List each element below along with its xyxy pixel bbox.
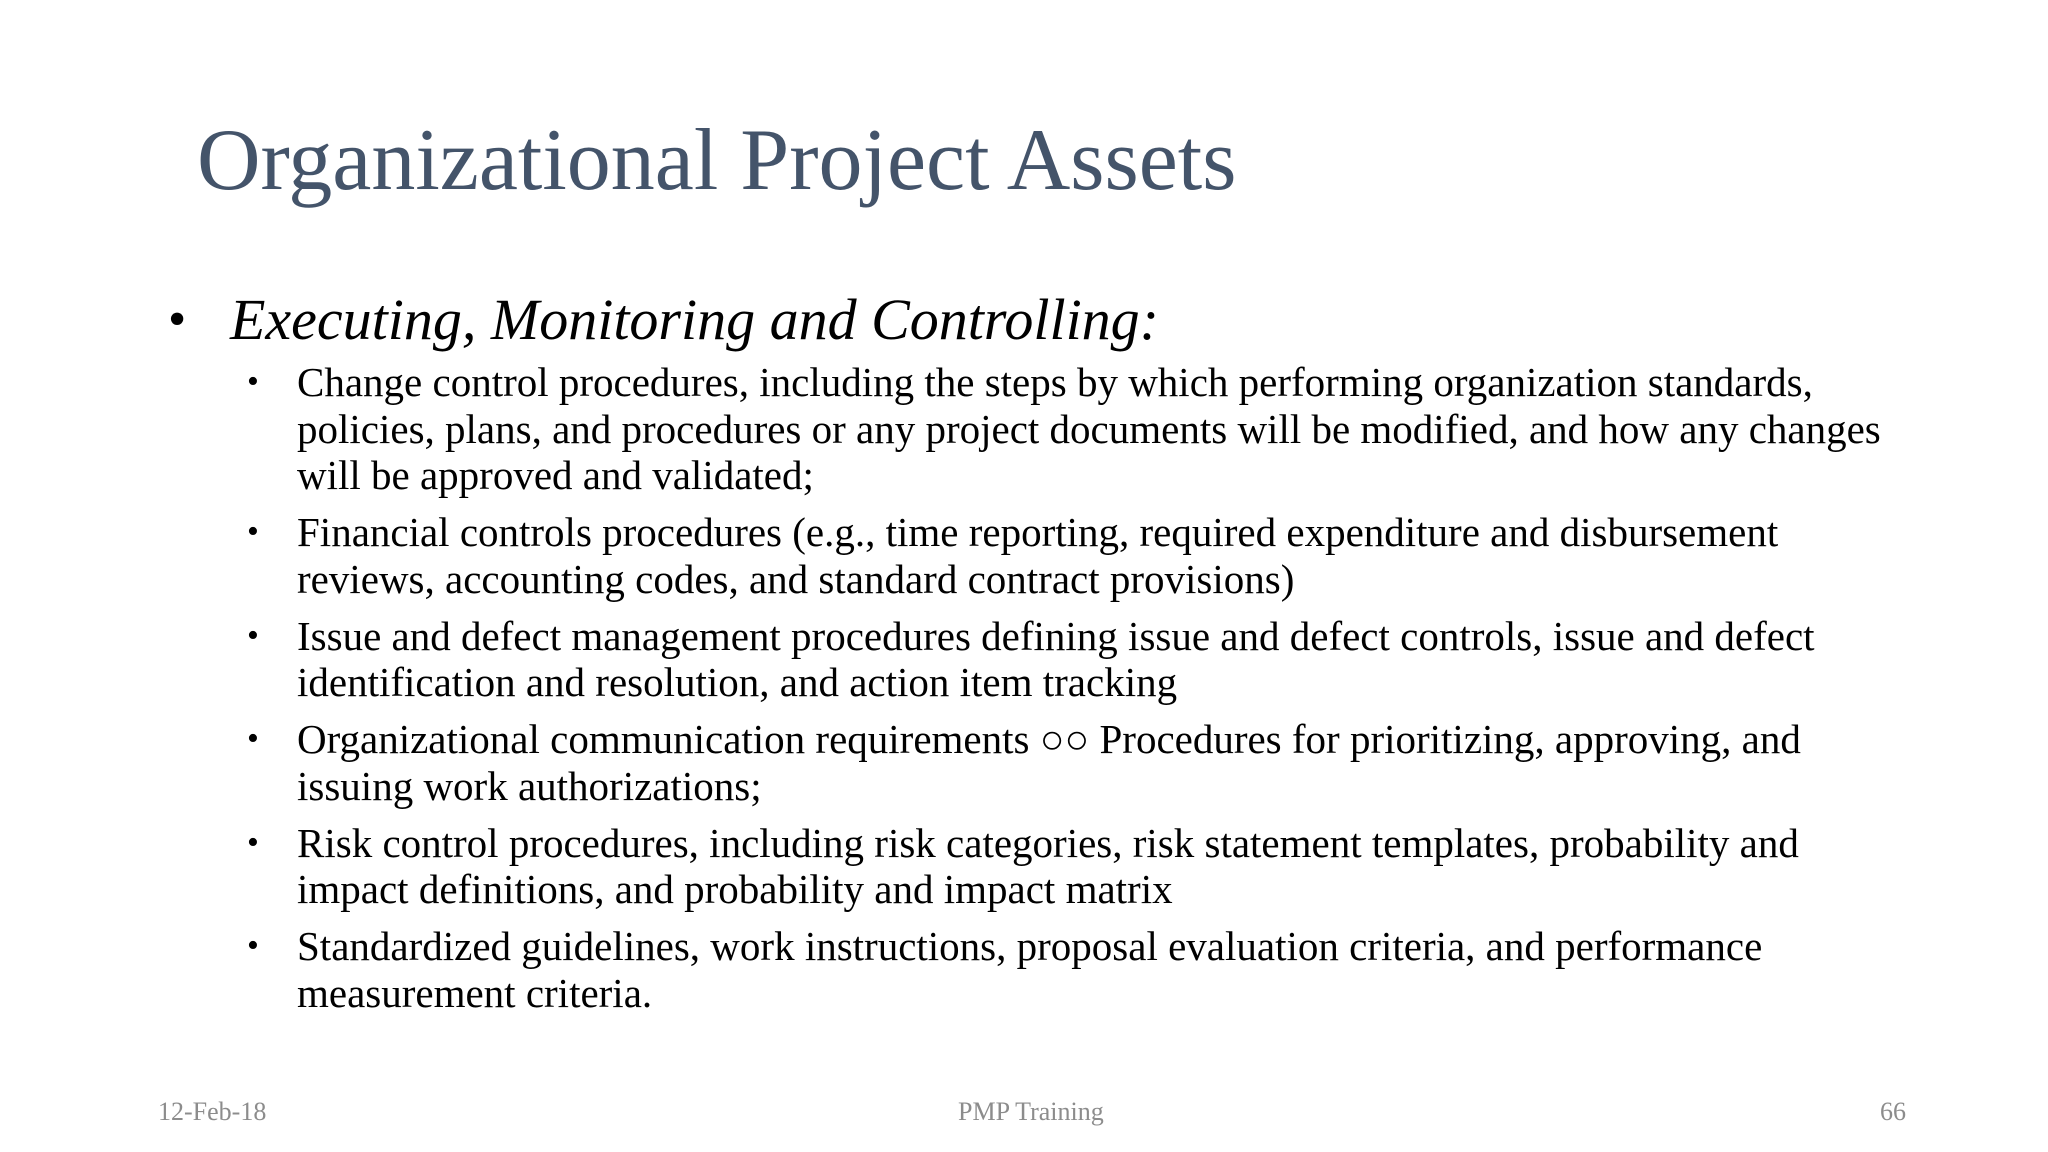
list-item [0,613,1897,706]
list-item-text: Financial controls procedures (e.g., time reporting, required expenditure and disbursement reviews, accounting codes, and standard contract provisions) [297,509,1779,602]
asset-list [0,359,2048,1016]
list-item-text: Standardized guidelines, work instructions, proposal evaluation criteria, and performance measurement criteria. [297,923,1763,1016]
section-heading-text: Executing, Monitoring and Controlling: [230,287,1159,352]
bullet-icon: • [247,720,259,757]
list-item [0,820,1897,913]
list-item-text: Risk control procedures, including risk categories, risk statement templates, probability and impact definitions, and probability and impact matrix [297,819,1799,912]
bullet-icon: • [168,291,187,348]
section-heading [0,285,2048,355]
slide-title: Organizational Project Assets [197,112,1237,209]
bullet-icon: • [247,823,259,861]
slide-number: 66 [1880,1097,1906,1126]
list-item [0,359,1897,499]
list-item-text: Organizational communication requirements ○○ Procedures for prioritizing, approving, and issuing work authorizations; [297,716,1801,809]
bullet-icon: • [247,927,259,964]
list-item [0,923,1897,1016]
list-item [0,716,1897,809]
list-item-text: Change control procedures, including the steps by which performing organization standards, policies, plans, and procedures or any project documents will be modified, and how any changes will be approved and validated; [297,359,1881,498]
bullet-icon: • [247,616,259,654]
bullet-icon: • [247,363,259,400]
footer-title: PMP Training [958,1097,1104,1126]
bullet-icon: • [247,513,259,550]
list-item-text: Issue and defect management procedures defining issue and defect controls, issue and defect identification and resolution, and action item tracking [297,612,1815,705]
list-item [0,509,1897,602]
slide-content [0,285,2048,1027]
footer-date: 12-Feb-18 [158,1097,267,1126]
